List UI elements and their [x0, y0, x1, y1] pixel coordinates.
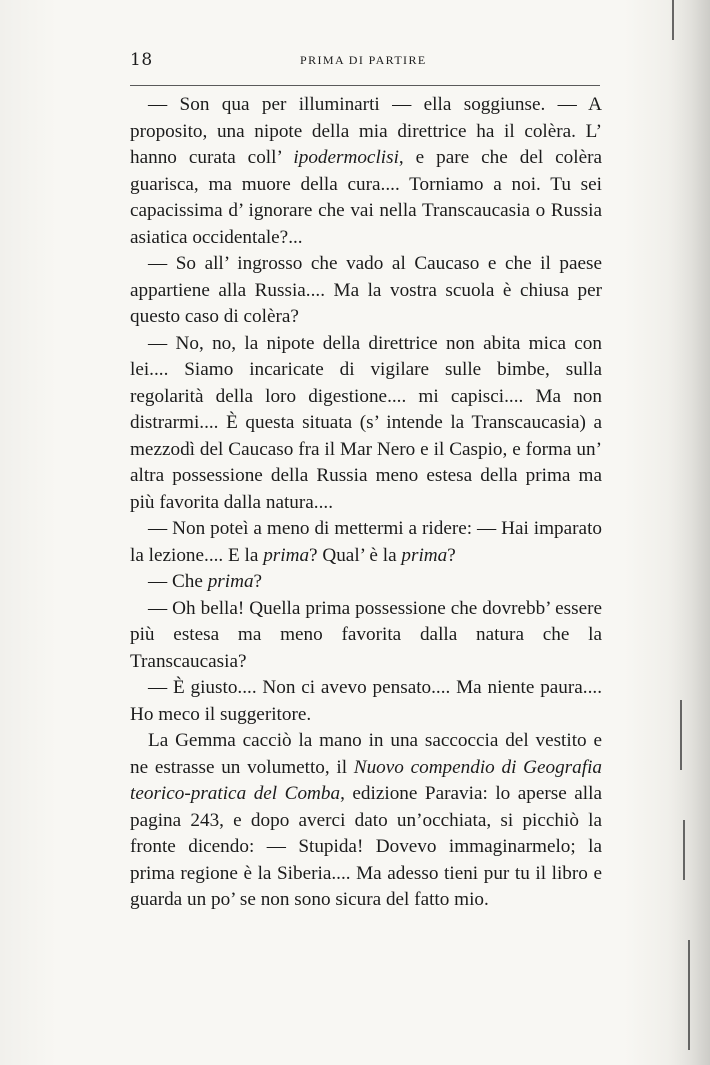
- italic-text-run: ipodermoclisi: [293, 147, 399, 168]
- text-run: , e pare che del colèra guarisca, ma muore della cura.... Torniamo a noi. Tu sei capacissima d’ ignorare che vai nella Transcaucasia o Russia asiatica occidentale?...: [130, 147, 602, 248]
- italic-text-run: prima: [207, 571, 254, 592]
- page-edge-mark: [680, 700, 682, 770]
- text-run: — No, no, la nipote della direttrice non abita mica con lei.... Siamo incaricate di vigilare sulle bimbe, sulla regolarità della loro digestione.... mi capisci.... Ma non distrarmi.... È questa situata (s’ intende la Transcaucasia) a mezzodì del Caucaso fra il Mar Nero e il Caspio, e forma un’ altra possessione della Russia meno estesa della prima ma più favorita dalla natura....: [130, 332, 602, 513]
- text-run: ?: [253, 571, 263, 592]
- text-run: — Che: [148, 571, 208, 592]
- body-text: [130, 92, 602, 914]
- text-run: — Oh bella! Quella prima possessione che dovrebb’ essere più estesa ma meno favorita dalla natura che la Transcaucasia?: [130, 597, 602, 672]
- text-run: ? Qual’ è la: [309, 544, 402, 566]
- paragraph: [130, 596, 602, 676]
- paragraph: [130, 675, 602, 728]
- page-edge-mark: [683, 820, 685, 880]
- text-run: , edizione Paravia: lo aperse alla pagina 243, e dopo averci dato un’occhiata, si picchiò la fronte dicendo: — Stupida! Dovevo immaginarmelo; la prima regione è la Siberia.... Ma adesso tieni pur tu il libro e guarda un po’ se non sono sicura del fatto mio.: [130, 783, 602, 910]
- text-run: — Son qua per illuminarti — ella soggiunse. — A proposito, una nipote della mia direttrice ha il colèra. L’ hanno curata coll’: [130, 94, 602, 168]
- text-run: La Gemma cacciò la mano in una saccoccia del vestito e ne estrasse un volumetto, il: [130, 730, 602, 778]
- text-run: — Non poteì a meno di mettermi a ridere: — Hai imparato la lezione.... E la: [130, 518, 602, 566]
- text-run: — È giusto.... Non ci avevo pensato.... Ma niente paura.... Ho meco il suggeritore.: [130, 677, 602, 725]
- paragraph: [130, 331, 602, 517]
- paragraph: [130, 728, 602, 914]
- page-edge-mark: [688, 940, 690, 1050]
- paragraph: [130, 516, 602, 569]
- page-number: 18: [130, 50, 153, 70]
- header-rule: [130, 85, 600, 86]
- paragraph: [130, 251, 602, 331]
- paragraph: [130, 92, 602, 251]
- page-header: [130, 50, 600, 72]
- text-run: — So all’ ingrosso che vado al Caucaso e che il paese appartiene alla Russia.... Ma la vostra scuola è chiusa per questo caso di colèra?: [130, 253, 602, 327]
- italic-text-run: Nuovo compendio di Geografia teorico-pratica del Comba: [130, 756, 602, 804]
- page-edge-shadow: [668, 0, 710, 1065]
- italic-text-run: prima: [401, 544, 448, 566]
- text-run: ?: [447, 544, 456, 566]
- running-title: PRIMA DI PARTIRE: [300, 53, 427, 67]
- paragraph: [130, 569, 602, 596]
- italic-text-run: prima: [263, 544, 310, 566]
- page-edge-mark: [672, 0, 674, 40]
